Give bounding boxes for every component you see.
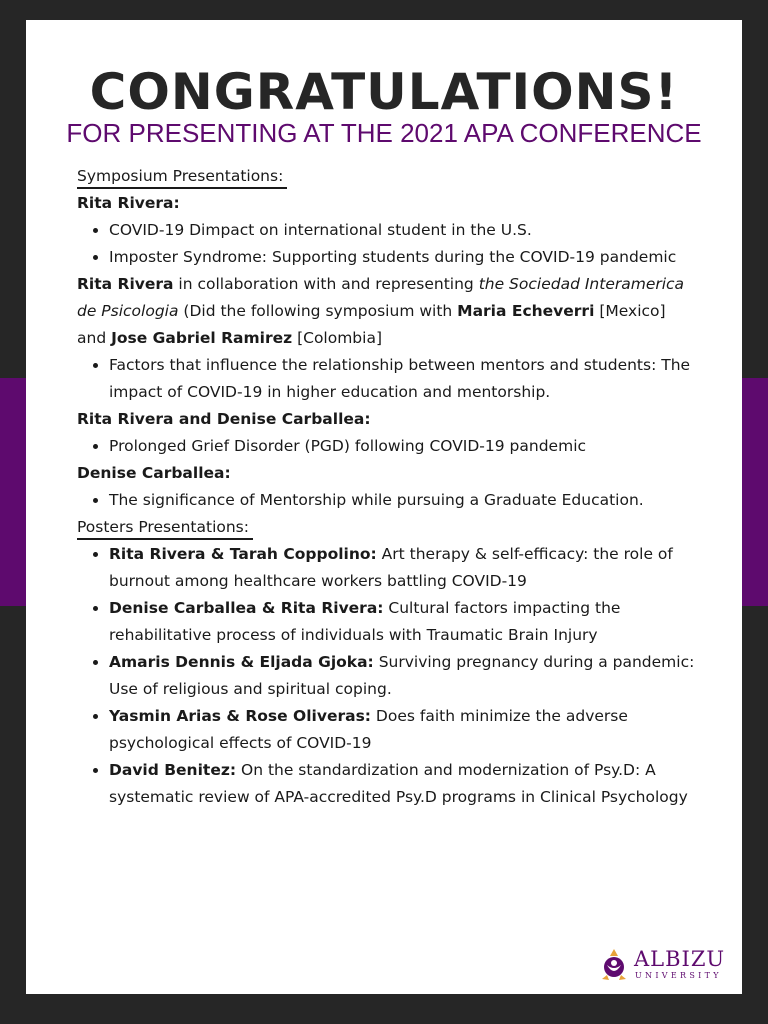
poster-title: Does faith minimize the adverse psychological effects of COVID-19 [109, 707, 628, 752]
poster-title: Art therapy & self-efficacy: the role of burnout among healthcare workers battling COVID-19 [109, 545, 673, 590]
logo-subtitle: UNIVERSITY [635, 971, 722, 980]
presenter-denise-carballea: Denise Carballea: [77, 464, 231, 482]
presenter-rita-rivera: Rita Rivera: [77, 194, 180, 212]
paragraph-text: (Did the following symposium with [178, 302, 458, 320]
poster-authors: Amaris Dennis & Eljada Gjoka: [109, 653, 374, 671]
page-title: CONGRATULATIONS! [89, 63, 679, 121]
posters-heading: Posters Presentations: [77, 516, 253, 540]
paragraph-text: [Colombia] [292, 329, 382, 347]
list-item [109, 703, 697, 757]
paragraph-text: [Mexico] and [77, 302, 666, 347]
posters-list [77, 541, 697, 811]
symposium-list-3 [77, 433, 697, 460]
symposium-list-2 [77, 352, 697, 406]
collaborator-name: Maria Echeverri [457, 302, 595, 320]
poster-authors: Yasmin Arias & Rose Oliveras: [109, 707, 371, 725]
list-item: • COVID-19 Dimpact on international student in the U.S. [109, 217, 697, 244]
collaboration-paragraph [77, 271, 697, 352]
collaborator-name: Jose Gabriel Ramirez [111, 329, 293, 347]
organization-name: the Sociedad Interamerica de Psicologia [77, 275, 685, 320]
logo-name: ALBIZU [634, 947, 726, 971]
presentations-content [77, 163, 697, 811]
list-item [109, 649, 697, 703]
albizu-emblem-icon [598, 947, 630, 983]
presenter-rita-denise: Rita Rivera and Denise Carballea: [77, 410, 371, 428]
poster-authors: Denise Carballea & Rita Rivera: [109, 599, 384, 617]
symposium-heading: Symposium Presentations: [77, 165, 287, 189]
list-item: • The significance of Mentorship while pursuing a Graduate Education. [109, 487, 697, 514]
albizu-logo [598, 945, 738, 985]
list-item: • Prolonged Grief Disorder (PGD) following COVID-19 pandemic [109, 433, 697, 460]
list-item [109, 757, 697, 811]
symposium-list-4 [77, 487, 697, 514]
page-subtitle: FOR PRESENTING AT THE 2021 APA CONFERENCE [66, 118, 702, 148]
list-item: • Factors that influence the relationship between mentors and students: The impact of COVID-19 in higher education and mentorship. [109, 352, 697, 406]
symposium-list-1 [77, 217, 697, 271]
flyer-card [26, 20, 742, 994]
list-item [109, 595, 697, 649]
poster-title: On the standardization and modernization of Psy.D: A systematic review of APA-accredited Psy.D programs in Clinical Psychology [109, 761, 688, 806]
poster-title: Surviving pregnancy during a pandemic: Use of religious and spiritual coping. [109, 653, 695, 698]
poster-authors: David Benitez: [109, 761, 237, 779]
poster-authors: Rita Rivera & Tarah Coppolino: [109, 545, 377, 563]
poster-title: Cultural factors impacting the rehabilitative process of individuals with Traumatic Brain Injury [109, 599, 621, 644]
list-item [109, 541, 697, 595]
list-item: • Imposter Syndrome: Supporting students during the COVID-19 pandemic [109, 244, 697, 271]
presenter-name: Rita Rivera [77, 275, 174, 293]
paragraph-text: in collaboration with and representing [173, 275, 479, 293]
